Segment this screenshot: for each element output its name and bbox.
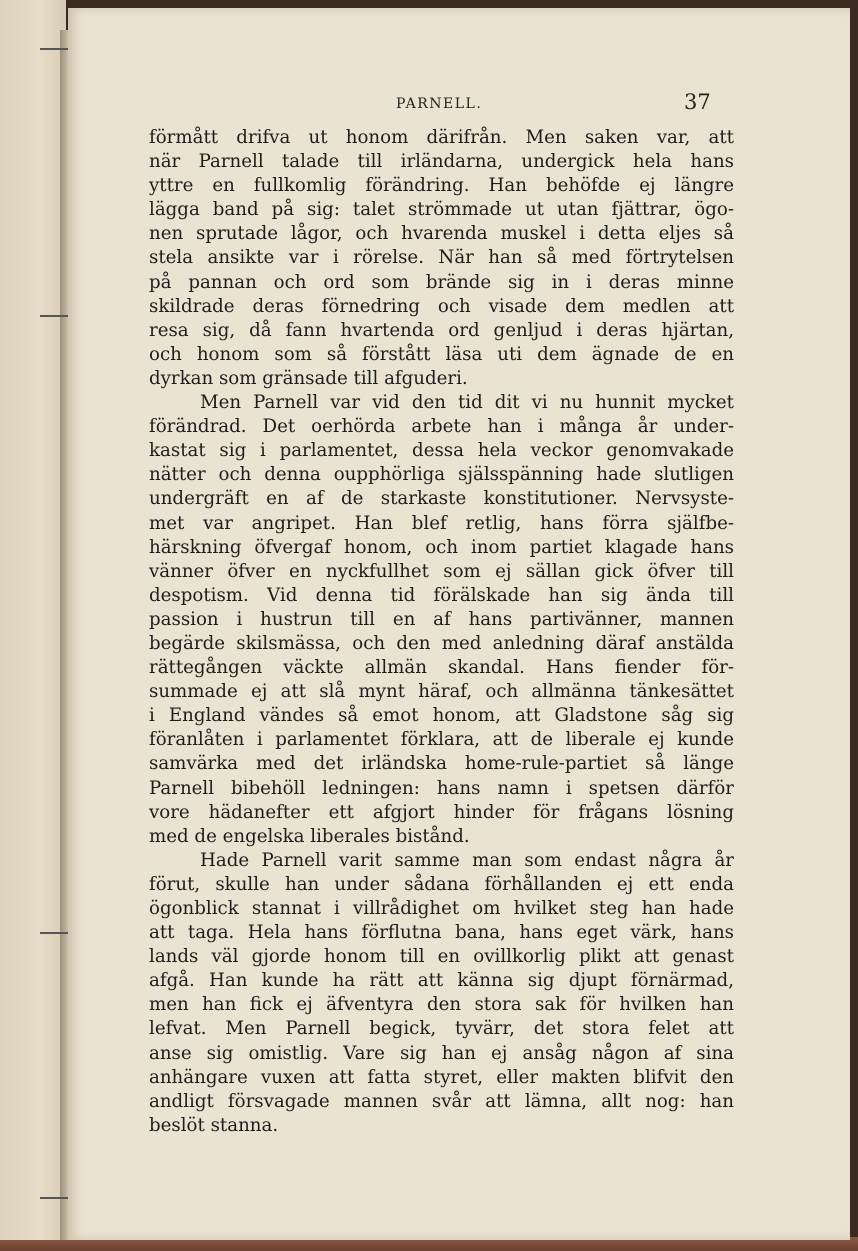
book-page [68, 8, 850, 1240]
text-line: rättegången väckte allmän skandal. Hans fiender för- [149, 657, 734, 679]
text-line: föranlåten i parlamentet förklara, att de liberale ej kunde [149, 729, 734, 751]
text-line: Men Parnell var vid den tid dit vi nu hunnit mycket [200, 392, 734, 414]
text-line: summade ej att slå mynt häraf, och allmänna tänkesättet [149, 681, 734, 703]
text-line: förut, skulle han under sådana förhållanden ej ett enda [149, 873, 734, 895]
page-header [68, 88, 850, 118]
text-line: förändrad. Det oerhörda arbete han i många år under- [149, 416, 734, 438]
body-text [149, 126, 734, 1138]
text-line: nätter och denna oupphörliga själsspänning hade slutligen [149, 464, 734, 486]
text-line: stela ansikte var i rörelse. När han så med förtrytelsen [149, 247, 734, 269]
facing-page [0, 0, 66, 1240]
text-line: samvärka med det irländska home-rule-partiet så länge [149, 753, 734, 775]
text-line: vänner öfver en nyckfullhet som ej sällan gick öfver till [149, 560, 734, 582]
text-line: ögonblick stannat i villrådighet om hvilket steg han hade [149, 898, 734, 919]
text-line: skildrade deras förnedring och visade dem medlen att [149, 295, 734, 317]
text-line: vore hädanefter ett afgjort hinder för frågans lösning [149, 801, 734, 823]
text-line: nen sprutade lågor, och hvarenda muskel i detta eljes så [149, 223, 734, 245]
text-line: lefvat. Men Parnell begick, tyvärr, det stora felet att [149, 1018, 734, 1040]
text-line: när Parnell talade till irländarna, undergick hela hans [149, 151, 734, 173]
book-gutter [60, 30, 68, 1240]
text-line: att taga. Hela hans förflutna bana, hans eget värk, hans [149, 922, 734, 944]
text-line: kastat sig i parlamentet, dessa hela veckor genomvakade [149, 440, 734, 462]
text-line: men han fick ej äfventyra den stora sak för hvilken han [149, 994, 734, 1016]
text-line: med de engelska liberales bistånd. [149, 825, 470, 847]
text-line: lägga band på sig: talet strömmade ut utan fjättrar, ögo- [149, 199, 734, 221]
text-line: undergräft en af de starkaste konstitutioner. Nervsyste- [149, 488, 734, 510]
text-line: andligt försvagade mannen svår att lämna, allt nog: han [149, 1090, 734, 1112]
text-line: despotism. Vid denna tid förälskade han sig ända till [149, 584, 734, 606]
text-line: härskning öfvergaf honom, och inom partiet klagade hans [149, 536, 734, 558]
page-number: 37 [684, 90, 711, 114]
text-line: lands väl gjorde honom till en ovillkorlig plikt att genast [149, 946, 734, 968]
text-line: yttre en fullkomlig förändring. Han behöfde ej längre [149, 175, 734, 197]
text-line: begärde skilsmässa, och den med anledning däraf anstälda [149, 632, 734, 654]
running-head: PARNELL. [396, 96, 483, 112]
text-line: anse sig omistlig. Vare sig han ej ansåg någon af sina [149, 1042, 734, 1064]
text-line: anhängare vuxen att fatta styret, eller makten blifvit den [149, 1066, 734, 1088]
text-line: och honom som så förstått läsa uti dem ägnade de en [149, 343, 734, 365]
text-line: beslöt stanna. [149, 1114, 279, 1136]
text-line: afgå. Han kunde ha rätt att känna sig djupt förnärmad, [149, 970, 734, 992]
text-line: på pannan och ord som brände sig in i deras minne [149, 271, 734, 293]
text-line: Parnell bibehöll ledningen: hans namn i spetsen därför [149, 777, 734, 799]
text-line: förmått drifva ut honom därifrån. Men saken var, att [149, 127, 734, 148]
text-line: i England vändes så emot honom, att Gladstone såg sig [149, 705, 734, 727]
text-line: Hade Parnell varit samme man som endast några år [200, 849, 734, 871]
text-line: resa sig, då fann hvartenda ord genljud i deras hjärtan, [149, 319, 734, 341]
text-line: met var angripet. Han blef retlig, hans förra själfbe- [149, 512, 734, 534]
text-line: passion i hustrun till en af hans partivänner, mannen [149, 608, 734, 630]
text-line: dyrkan som gränsade till afguderi. [149, 367, 468, 389]
